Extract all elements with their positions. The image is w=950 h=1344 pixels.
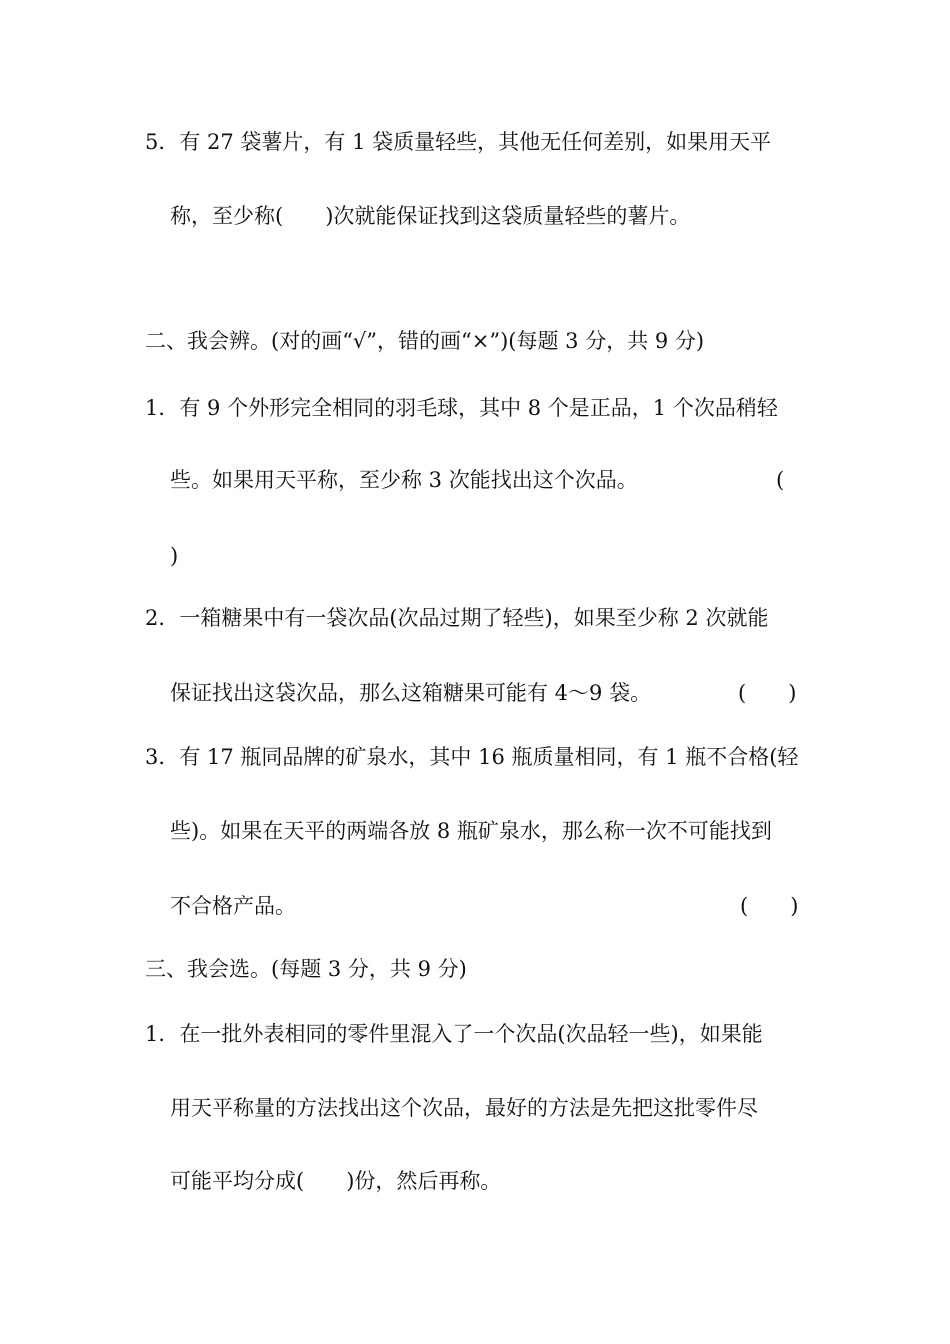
section-3-question-1-line-3: 可能平均分成( )份，然后再称。 [170, 1169, 502, 1193]
section-2-heading: 二、我会辨。(对的画“√”，错的画“×”)(每题 3 分，共 9 分) [145, 329, 705, 353]
section-2-question-3-line-1: 3．有 17 瓶同品牌的矿泉水，其中 16 瓶质量相同，有 1 瓶不合格(轻 [145, 745, 799, 769]
section-3-question-1-line-1: 1．在一批外表相同的零件里混入了一个次品(次品轻一些)，如果能 [145, 1022, 763, 1046]
question-5-line-2: 称，至少称( )次就能保证找到这袋质量轻些的薯片。 [170, 204, 691, 228]
section-2-question-1-line-1: 1．有 9 个外形完全相同的羽毛球，其中 8 个是正品，1 个次品稍轻 [145, 396, 778, 420]
section-2-question-3-line-2: 些)。如果在天平的两端各放 8 瓶矿泉水，那么称一次不可能找到 [170, 819, 772, 843]
answer-paren: ( ) [738, 681, 797, 705]
section-2-question-2-line-1: 2．一箱糖果中有一袋次品(次品过期了轻些)，如果至少称 2 次就能 [145, 606, 769, 630]
section-3-question-1-line-2: 用天平称量的方法找出这个次品，最好的方法是先把这批零件尽 [170, 1096, 758, 1120]
answer-paren-close: ) [170, 544, 179, 568]
section-2-question-3-line-3: 不合格产品。 [170, 894, 296, 918]
section-3-heading: 三、我会选。(每题 3 分，共 9 分) [145, 957, 467, 981]
answer-paren: ( ) [740, 894, 799, 918]
section-2-question-2-line-2: 保证找出这袋次品，那么这箱糖果可能有 4～9 袋。 [170, 681, 652, 705]
section-2-question-1-line-2: 些。如果用天平称，至少称 3 次能找出这个次品。 [170, 468, 638, 492]
answer-paren-open: ( [776, 468, 785, 492]
question-5-line-1: 5．有 27 袋薯片，有 1 袋质量轻些，其他无任何差别，如果用天平 [145, 130, 772, 154]
